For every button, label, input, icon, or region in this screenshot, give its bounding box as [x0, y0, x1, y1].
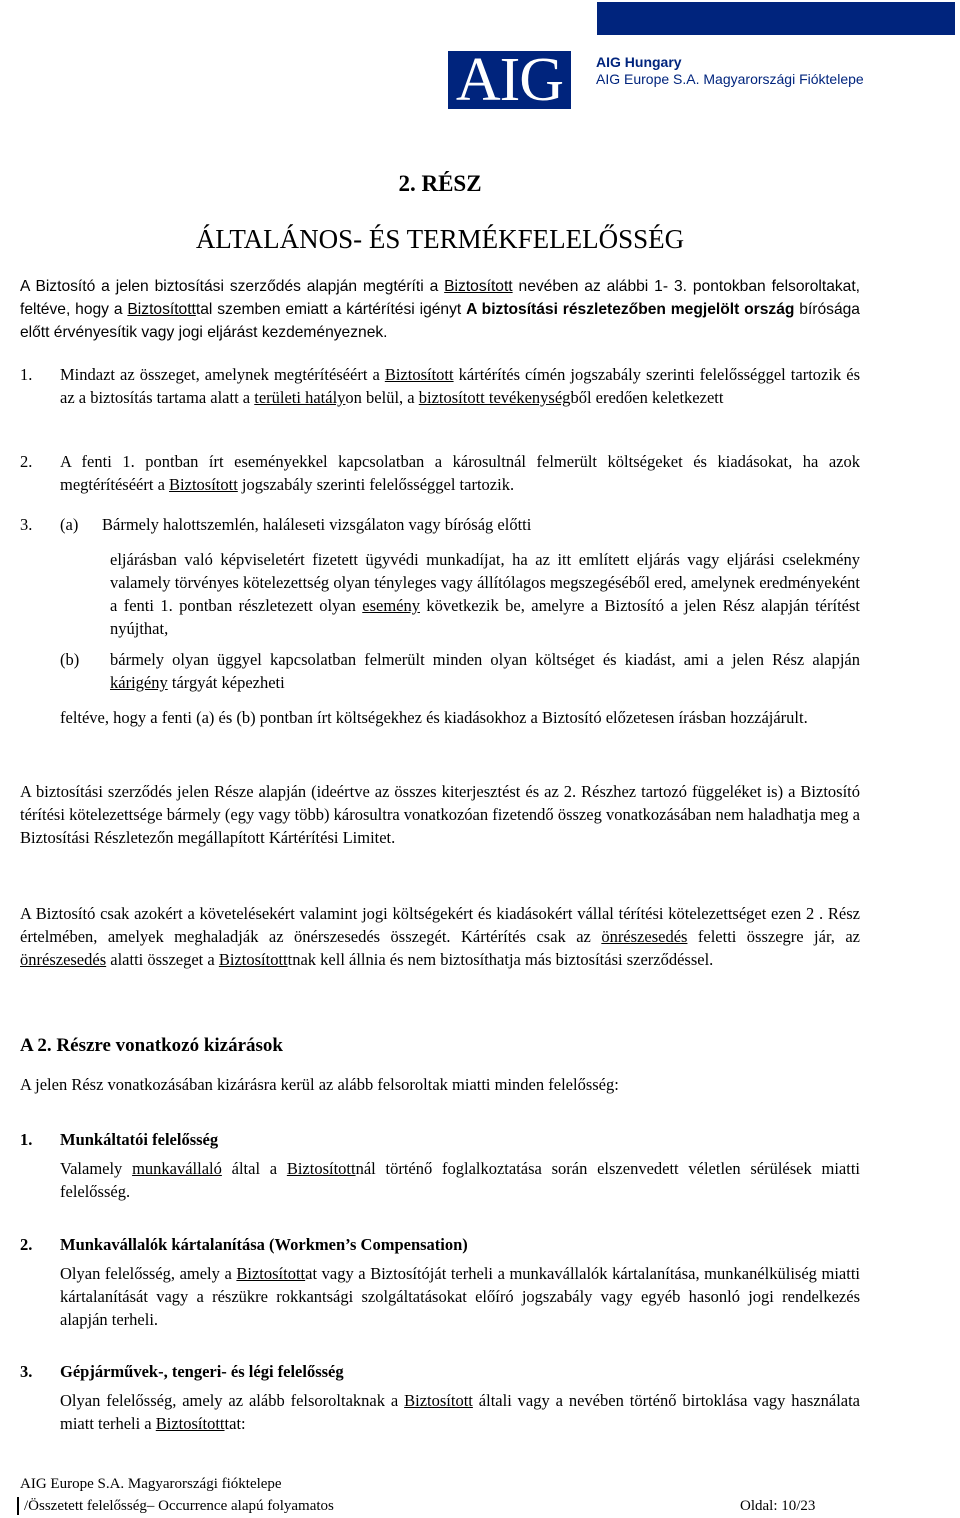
- exclusions-intro: A jelen Rész vonatkozásában kizárásra kerül az alább felsoroltak miatti minden felelősség:: [20, 1075, 619, 1094]
- item-3b-text: bármely olyan üggyel kapcsolatban felmerült minden olyan költséget és kiadást, ami a jelen Rész alapján kárigény tárgyát képezheti: [110, 650, 860, 692]
- header-bar: [597, 2, 955, 35]
- exclusion-1-text: Valamely munkavállaló által a Biztosítottnál történő foglalkoztatása során elszenvedett véletlen sérülések miatti felelősség.: [60, 1159, 860, 1201]
- item-3a-text: eljárásban való képviseletért fizetett ügyvédi munkadíjat, ha az itt említett eljárás vagy eljárási cselekmény valamely törvényes kötelezettség olyan tényleges vagy állítólagos megszegéséből ered, amelynek eredményeként a fenti 1. pontban részletezett olyan esemény következik be, amelyre a Biztosító a jelen Rész alapján térítést nyújthat,: [110, 550, 860, 638]
- exclusion-3-number: 3.: [20, 1362, 33, 1381]
- logo-text: AIG: [455, 46, 564, 114]
- aig-logo: [448, 46, 571, 114]
- company-branch: AIG Europe S.A. Magyarországi Fióktelepe: [596, 71, 864, 87]
- item-2-text: A fenti 1. pontban írt eseményekkel kapcsolatban a károsultnál felmerült költségeket és kiadásokat, ha azok megtérítéséért a Biztosított jogszabály szerinti felelősséggel tartozik.: [60, 452, 860, 494]
- footer-company: AIG Europe S.A. Magyarországi fióktelepe: [20, 1476, 282, 1492]
- exclusion-3-title: Gépjárművek-, tengeri- és légi felelősség: [60, 1362, 344, 1381]
- item-3b-label: (b): [60, 650, 80, 669]
- footer-document: /Összetett felelősség– Occurrence alapú folyamatos: [24, 1498, 334, 1514]
- intro-paragraph: A Biztosító a jelen biztosítási szerződés alapján megtéríti a Biztosított nevében az alábbi 1- 3. pontokban felsoroltakat, feltéve, hogy a Biztosítotttal szemben emiatt a kártérítési igényt A biztosítási részletezőben megjelölt ország bírósága előtt érvényesítik vagy jogi eljárást kezdeményeznek.: [20, 278, 860, 341]
- company-name: AIG Hungary: [596, 54, 682, 70]
- exclusion-3-text: Olyan felelősség, amely az alább felsoroltaknak a Biztosított általi vagy a nevében történő birtoklása vagy használata miatt terheli a Biztosítotttat:: [60, 1391, 861, 1433]
- item-3-number: 3.: [20, 515, 33, 534]
- exclusion-1-title: Munkáltatói felelősség: [60, 1130, 219, 1149]
- exclusions-heading: A 2. Részre vonatkozó kizárások: [20, 1035, 283, 1056]
- exclusion-2-title: Munkavállalók kártalanítása (Workmen’s Compensation): [60, 1235, 468, 1254]
- footer-rule: [17, 1497, 19, 1515]
- item-3-condition: feltéve, hogy a fenti (a) és (b) pontban írt költségekhez és kiadásokhoz a Biztosító előzetesen írásban hozzájárult.: [60, 708, 808, 727]
- section-title: ÁLTALÁNOS- ÉS TERMÉKFELELŐSSÉG: [195, 224, 685, 254]
- item-1-number: 1.: [20, 365, 33, 384]
- item-3a-label: (a): [60, 515, 79, 534]
- exclusion-1-number: 1.: [20, 1130, 33, 1149]
- footer-page-number: Oldal: 10/23: [740, 1498, 816, 1514]
- item-3a-first-line: Bármely halottszemlén, haláleseti vizsgálaton vagy bíróság előtti: [102, 515, 532, 534]
- exclusion-2-number: 2.: [20, 1235, 33, 1254]
- limit-paragraph: A biztosítási szerződés jelen Része alapján (ideértve az összes kiterjesztést és az 2. Részhez tartozó függeléket is) a Biztosító térítési kötelezettsége bármely (egy vagy több) károsultra vonatkozóan fizetendő összeg vonatkozásában nem haladhatja meg a Biztosítási Részletezőn megállapított Kártérítési Limitet.: [20, 782, 860, 847]
- exclusion-2-text: Olyan felelősség, amely a Biztosítottat vagy a Biztosítóját terheli a munkavállalók kártalanítása, munkanélküliség miatti kártalanítását vagy a részükre rokkantsági szolgáltatásokat előíró jogszabály vagy egyéb hasonló jogi rendelkezés alapján terheli.: [60, 1264, 860, 1329]
- deductible-paragraph: A Biztosító csak azokért a követelésekért valamint jogi költségekért és kiadásokért vállal térítési kötelezettséget ezen 2 . Rész értelmében, amelyek meghaladják az önérszesedés összegét. Kártérítés csak az önrészesedés feletti összegre jár, az önrészesedés alatti összeget a Biztosítotttnak kell állnia és nem biztosíthatja más biztosítási szerződéssel.: [20, 904, 860, 969]
- item-1-text: Mindazt az összeget, amelynek megtérítéséért a Biztosított kártérítés címén jogszabály szerinti felelősséggel tartozik és az a biztosítás tartama alatt a területi hatályon belül, a biztosított tevékenységből eredően keletkezett: [60, 365, 860, 407]
- company-info: [596, 54, 864, 88]
- item-2-number: 2.: [20, 452, 33, 471]
- part-title: 2. RÉSZ: [398, 171, 482, 196]
